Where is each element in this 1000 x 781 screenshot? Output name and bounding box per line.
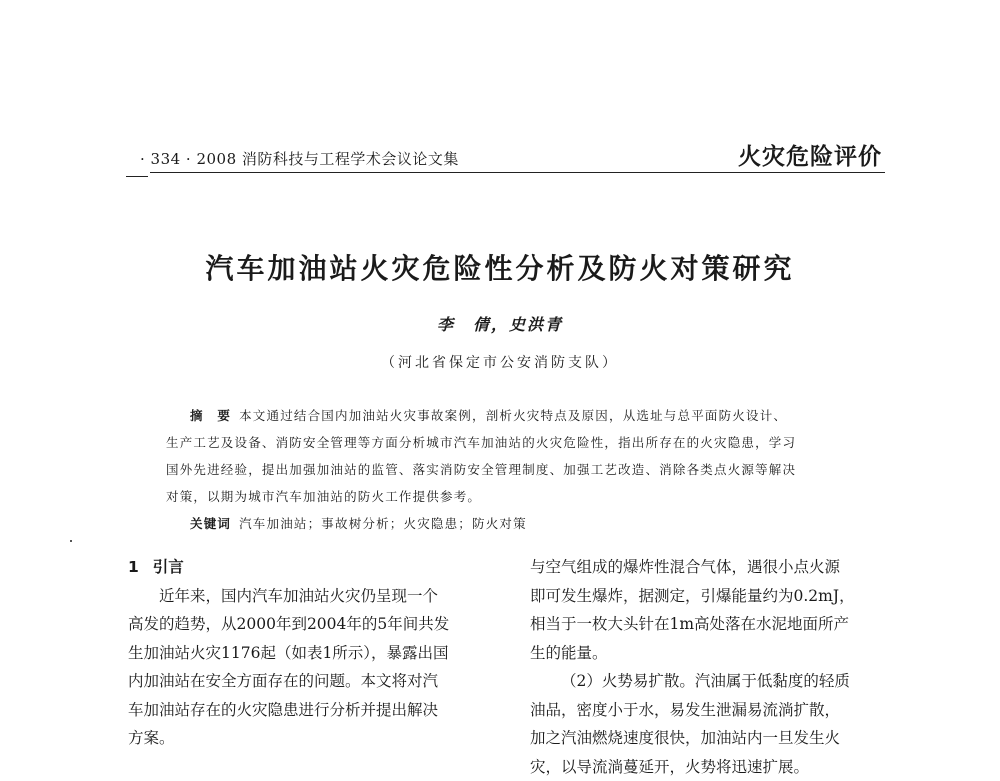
article-title: 汽车加油站火灾危险性分析及防火对策研究 (0, 247, 1000, 287)
body-line: 高发的趋势，从2000年到2004年的5年间共发 (128, 610, 498, 639)
body-line: 生的能量。 (530, 639, 900, 668)
abstract-block (166, 402, 866, 537)
body-line: 灾，以导流淌蔓延开，火势将迅速扩展。 (530, 753, 900, 781)
keywords-line (166, 510, 866, 537)
article-authors: 李 倩，史洪青 (0, 312, 1000, 335)
abstract-line-2: 生产工艺及设备、消防安全管理等方面分析城市汽车加油站的火灾危险性，指出所存在的火灾隐患，学习 (166, 429, 866, 456)
body-column-left (128, 553, 498, 753)
body-line: 相当于一枚大头针在1m高处落在水泥地面所产 (530, 610, 900, 639)
article-affiliation: （河北省保定市公安消防支队） (0, 352, 1000, 372)
abstract-line-1 (166, 402, 866, 429)
abstract-label: 摘 要 (190, 408, 231, 423)
body-line: 即可发生爆炸，据测定，引爆能量约为0.2mJ， (530, 582, 900, 611)
body-line: 生加油站火灾1176起（如表1所示），暴露出国 (128, 639, 498, 668)
scan-speck (70, 540, 72, 542)
abstract-text-1: 本文通过结合国内加油站火灾事故案例，剖析火灾特点及原因，从选址与总平面防火设计、 (239, 408, 787, 423)
body-line: 方案。 (128, 724, 498, 753)
abstract-line-3: 国外先进经验，提出加强加油站的监管、落实消防安全管理制度、加强工艺改造、消除各类点火源等解决 (166, 456, 866, 483)
body-line: 近年来，国内汽车加油站火灾仍呈现一个 (128, 582, 498, 611)
running-header-right: 火灾危险评价 (738, 138, 882, 171)
body-line: 加之汽油燃烧速度很快，加油站内一旦发生火 (530, 724, 900, 753)
body-line: （2）火势易扩散。汽油属于低黏度的轻质 (530, 667, 900, 696)
body-line: 油品，密度小于水，易发生泄漏易流淌扩散， (530, 696, 900, 725)
body-line: 内加油站在安全方面存在的问题。本文将对汽 (128, 667, 498, 696)
body-line: 与空气组成的爆炸性混合气体，遇很小点火源 (530, 553, 900, 582)
keywords-label: 关键词 (190, 516, 231, 531)
section-heading (128, 553, 498, 582)
section-title: 引言 (153, 558, 184, 576)
section-number: 1 (128, 558, 139, 576)
header-rule-short (126, 176, 148, 177)
header-rule (150, 172, 885, 173)
body-line: 车加油站存在的火灾隐患进行分析并提出解决 (128, 696, 498, 725)
keywords-text: 汽车加油站；事故树分析；火灾隐患；防火对策 (239, 516, 527, 531)
running-header-left: · 334 · 2008 消防科技与工程学术会议论文集 (140, 148, 459, 169)
body-column-right (530, 553, 900, 781)
abstract-line-4: 对策，以期为城市汽车加油站的防火工作提供参考。 (166, 483, 866, 510)
